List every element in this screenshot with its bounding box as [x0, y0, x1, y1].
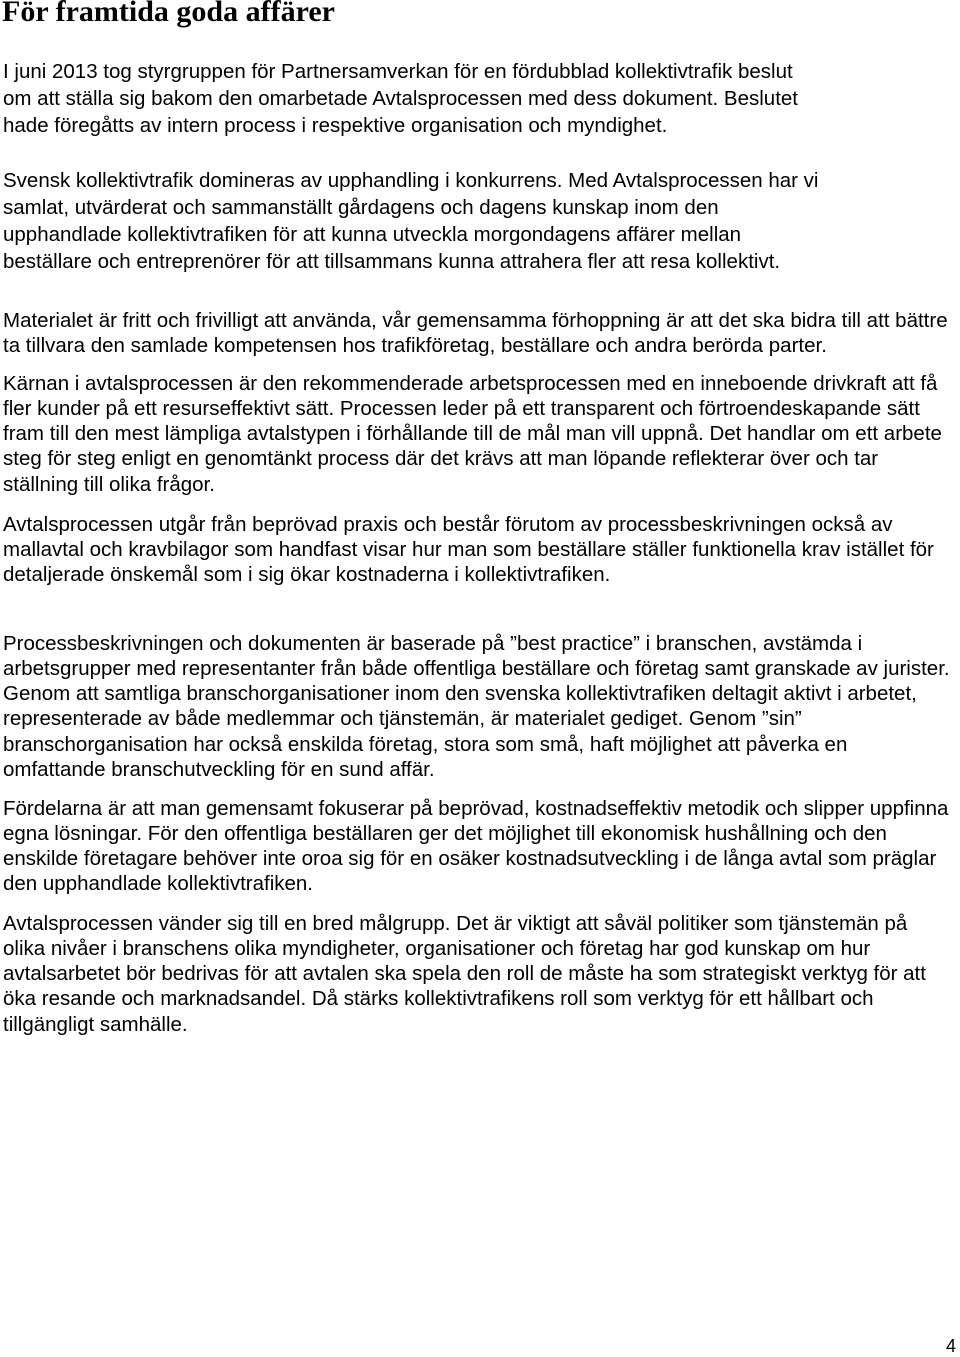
text-line: I juni 2013 tog styrgruppen för Partnersamverkan för en fördubblad kollektivtrafik beslut: [3, 59, 793, 83]
text-line: Genom att samtliga branschorganisationer inom den svenska kollektivtrafiken deltagit aktivt i arbetet,: [3, 682, 917, 706]
paragraph-audience: [3, 911, 926, 1037]
text-line: olika nivåer i branschens olika myndigheter, organisationer och företag har god kunskap om hur: [3, 936, 871, 960]
paragraph-benefits: [3, 796, 948, 897]
text-line: hade föregåtts av intern process i respektive organisation och myndighet.: [3, 113, 668, 137]
page-title: För framtida goda affärer: [2, 0, 335, 28]
text-line: om att ställa sig bakom den omarbetade Avtalsprocessen med dess dokument. Beslutet: [3, 86, 799, 110]
text-line: omfattande branschutveckling för en sund affär.: [3, 757, 435, 781]
paragraph-core-process: [3, 371, 942, 497]
text-line: detaljerade önskemål som i sig ökar kostnaderna i kollektivtrafiken.: [3, 563, 611, 587]
text-line: tillgängligt samhälle.: [3, 1012, 188, 1036]
text-line: arbetsgrupper med representanter från både offentliga beställare och företag samt granskade av jurister.: [3, 656, 950, 680]
text-line: mallavtal och kravbilagor som handfast visar hur man som beställare ställer funktionella krav istället för: [3, 537, 934, 561]
text-line: ställning till olika frågor.: [3, 472, 215, 496]
text-line: branschorganisation har också enskilda företag, stora som små, haft möjlighet att påverka en: [3, 732, 848, 756]
text-line: Avtalsprocessen utgår från beprövad praxis och består förutom av processbeskrivningen också av: [3, 512, 893, 536]
text-line: steg för steg enligt en genomtänkt process där det krävs att man löpande reflekterar över och tar: [3, 447, 879, 471]
text-line: egna lösningar. För den offentliga beställaren ger det möjlighet till ekonomisk hushållning och den: [3, 821, 887, 845]
text-line: Materialet är fritt och frivilligt att använda, vår gemensamma förhoppning är att det ska bidra till att bättre: [3, 308, 948, 332]
text-line: fler kunder på ett resurseffektivt sätt. Processen leder på ett transparent och förtroendeskapande sätt: [3, 396, 920, 420]
text-line: Fördelarna är att man gemensamt fokuserar på beprövad, kostnadseffektiv metodik och slipper uppfinna: [3, 796, 949, 820]
text-line: den upphandlade kollektivtrafiken.: [3, 872, 313, 896]
text-line: Processbeskrivningen och dokumenten är baserade på ”best practice” i branschen, avstämda i: [3, 631, 863, 655]
paragraph-decision: [3, 58, 798, 140]
text-line: fram till den mest lämpliga avtalstypen i förhållande till de mål man vill uppnå. Det handlar om ett arbete: [3, 422, 942, 446]
text-line: enskilde företagare behöver inte oroa sig för en osäker kostnadsutveckling i de långa avtal som präglar: [3, 847, 937, 871]
paragraph-material: [3, 308, 948, 359]
paragraph-best-practice: [3, 631, 950, 783]
text-line: Svensk kollektivtrafik domineras av upphandling i konkurrens. Med Avtalsprocessen har vi: [3, 168, 819, 192]
text-line: Avtalsprocessen vänder sig till en bred målgrupp. Det är viktigt att såväl politiker som tjänstemän på: [3, 911, 908, 935]
page-number: 4: [945, 1336, 956, 1356]
text-line: öka resande och marknadsandel. Då stärks kollektivtrafikens roll som verktyg för ett hållbart och: [3, 987, 874, 1011]
text-line: upphandlade kollektivtrafiken för att kunna utveckla morgondagens affärer mellan: [3, 222, 742, 246]
text-line: ta tillvara den samlade kompetensen hos trafikföretag, beställare och andra berörda parter.: [3, 333, 827, 357]
text-line: Kärnan i avtalsprocessen är den rekommenderade arbetsprocessen med en inneboende drivkraft att få: [3, 371, 938, 395]
paragraph-practice: [3, 512, 934, 588]
text-line: avtalsarbetet bör bedrivas för att avtalen ska spela den roll de måste ha som strategiskt verktyg för att: [3, 962, 926, 986]
text-line: samlat, utvärderat och sammanställt gårdagens och dagens kunskap inom den: [3, 195, 719, 219]
text-line: representerade av både medlemmar och tjänstemän, är materialet gediget. Genom ”sin”: [3, 707, 802, 731]
text-line: beställare och entreprenörer för att tillsammans kunna attrahera fler att resa kollektivt.: [3, 250, 781, 274]
paragraph-procurement: [3, 167, 818, 276]
